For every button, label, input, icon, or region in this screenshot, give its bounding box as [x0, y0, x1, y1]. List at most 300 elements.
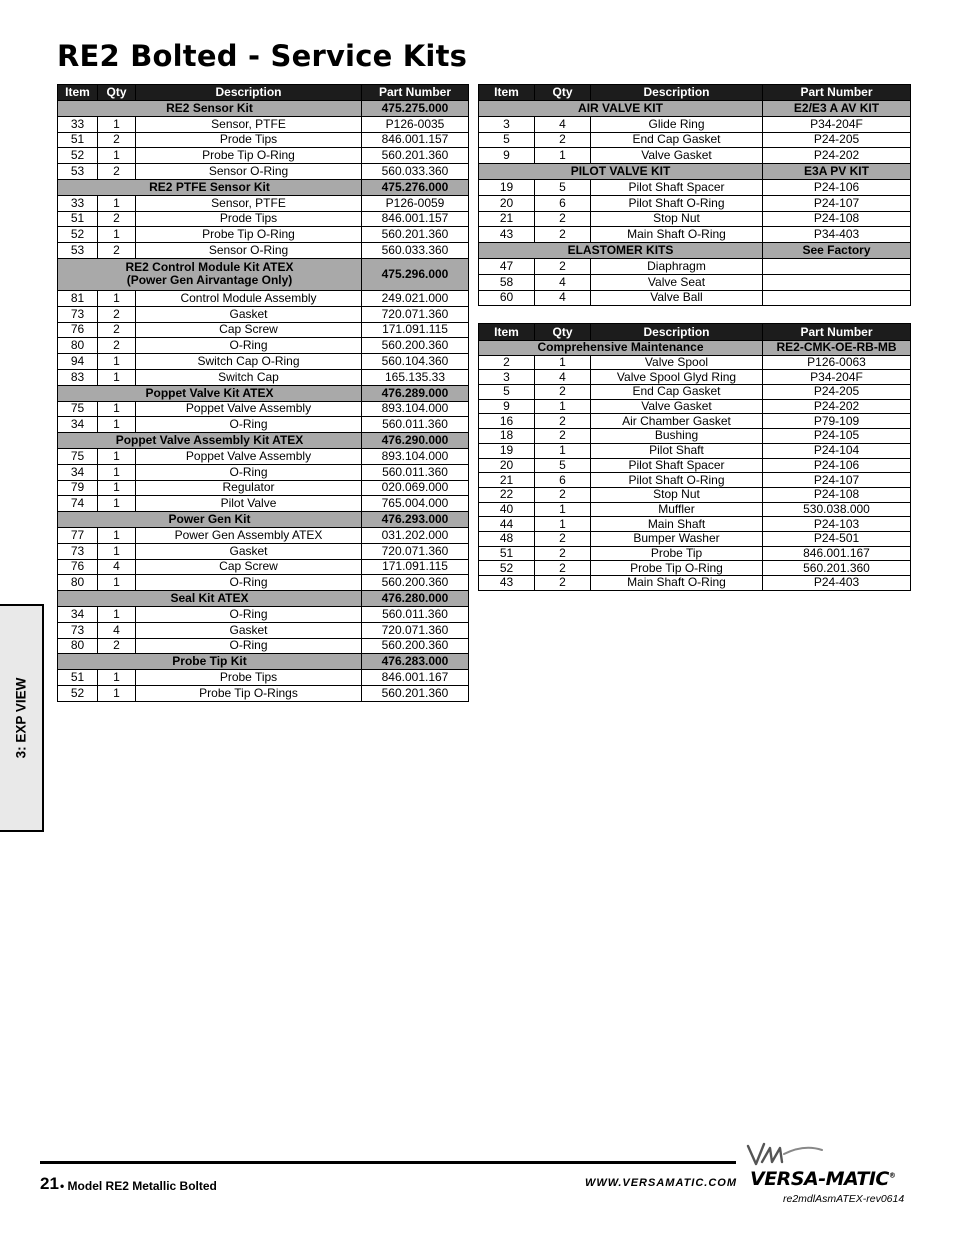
item-cell: 52 — [58, 227, 98, 243]
part-number-cell: 560.011.360 — [362, 464, 469, 480]
description-cell: Probe Tip O-Ring — [591, 561, 763, 576]
qty-cell: 1 — [98, 148, 136, 164]
description-cell: Valve Spool — [591, 355, 763, 370]
part-number-cell: 846.001.157 — [362, 211, 469, 227]
table-row — [58, 306, 469, 322]
part-number-cell: P126-0035 — [362, 116, 469, 132]
column-header: Description — [591, 85, 763, 101]
table-row — [479, 116, 911, 132]
service-kits-table-right-bottom — [478, 323, 911, 591]
table-row — [58, 369, 469, 385]
column-header: Part Number — [763, 324, 911, 341]
description-cell: Air Chamber Gasket — [591, 414, 763, 429]
table-row — [479, 443, 911, 458]
item-cell: 34 — [58, 417, 98, 433]
qty-cell: 6 — [535, 473, 591, 488]
part-number-cell: 560.201.360 — [362, 148, 469, 164]
kit-name-line: (Power Gen Airvantage Only) — [126, 273, 293, 288]
description-cell: O-Ring — [136, 606, 362, 622]
part-number-cell: P24-403 — [763, 576, 911, 591]
item-cell: 94 — [58, 354, 98, 370]
description-cell: Control Module Assembly — [136, 290, 362, 306]
description-cell: Power Gen Assembly ATEX — [136, 527, 362, 543]
description-cell: Bumper Washer — [591, 531, 763, 546]
qty-cell: 1 — [535, 399, 591, 414]
part-number-cell: 846.001.167 — [362, 670, 469, 686]
qty-cell: 2 — [535, 546, 591, 561]
table-row — [479, 531, 911, 546]
kit-part-number: 476.289.000 — [362, 385, 469, 401]
description-cell: O-Ring — [136, 464, 362, 480]
kit-name-line: AIR VALVE KIT — [578, 100, 663, 115]
description-cell: End Cap Gasket — [591, 132, 763, 148]
description-cell: Glide Ring — [591, 116, 763, 132]
item-cell: 43 — [479, 227, 535, 243]
table-row — [479, 458, 911, 473]
item-cell: 47 — [479, 258, 535, 274]
part-number-cell: 560.104.360 — [362, 354, 469, 370]
part-number-cell: P24-104 — [763, 443, 911, 458]
table-row — [58, 243, 469, 259]
part-number-cell: 893.104.000 — [362, 448, 469, 464]
table-row — [479, 258, 911, 274]
qty-cell: 2 — [535, 429, 591, 444]
item-cell: 80 — [58, 338, 98, 354]
table-row — [479, 370, 911, 385]
qty-cell: 1 — [98, 116, 136, 132]
kit-part-number: E3A PV KIT — [763, 164, 911, 180]
qty-cell: 6 — [535, 195, 591, 211]
logo-wordmark: VERSA-MATIC® — [750, 1168, 896, 1190]
kit-name — [58, 101, 362, 117]
qty-cell: 1 — [98, 543, 136, 559]
table-row — [58, 417, 469, 433]
model-label: • Model RE2 Metallic Bolted — [60, 1179, 217, 1193]
description-cell: Probe Tip — [591, 546, 763, 561]
qty-cell: 2 — [535, 576, 591, 591]
kit-header-row — [58, 258, 469, 290]
item-cell: 20 — [479, 195, 535, 211]
qty-cell: 2 — [98, 211, 136, 227]
table-row — [58, 338, 469, 354]
description-cell: Stop Nut — [591, 487, 763, 502]
qty-cell: 1 — [98, 496, 136, 512]
kit-part-number: 475.276.000 — [362, 179, 469, 195]
kit-name-line: Poppet Valve Kit ATEX — [145, 385, 274, 400]
item-cell: 33 — [58, 116, 98, 132]
side-tab-label: 3: EXP VIEW — [13, 677, 29, 759]
qty-cell: 1 — [98, 480, 136, 496]
table-row — [58, 148, 469, 164]
description-cell: Valve Gasket — [591, 399, 763, 414]
qty-cell: 1 — [98, 527, 136, 543]
item-cell: 53 — [58, 243, 98, 259]
description-cell: Regulator — [136, 480, 362, 496]
qty-cell: 2 — [98, 638, 136, 654]
qty-cell: 2 — [98, 132, 136, 148]
qty-cell: 1 — [98, 195, 136, 211]
qty-cell: 2 — [535, 487, 591, 502]
kit-name — [479, 243, 763, 259]
part-number-cell: 560.200.360 — [362, 575, 469, 591]
kit-name-line: Comprehensive Maintenance — [537, 340, 704, 355]
description-cell: Probe Tip O-Ring — [136, 148, 362, 164]
item-cell: 52 — [479, 561, 535, 576]
qty-cell: 2 — [535, 211, 591, 227]
qty-cell: 1 — [98, 227, 136, 243]
description-cell: Valve Ball — [591, 290, 763, 306]
item-cell: 81 — [58, 290, 98, 306]
part-number-cell: 720.071.360 — [362, 543, 469, 559]
item-cell: 75 — [58, 448, 98, 464]
part-number-cell: 560.200.360 — [362, 338, 469, 354]
item-cell: 51 — [479, 546, 535, 561]
column-header: Description — [136, 85, 362, 101]
kit-header-row — [479, 341, 911, 356]
part-number-cell: 020.069.000 — [362, 480, 469, 496]
description-cell: Gasket — [136, 306, 362, 322]
item-cell: 40 — [479, 502, 535, 517]
kit-header-row — [58, 591, 469, 607]
kit-name-line: RE2 PTFE Sensor Kit — [149, 179, 270, 194]
part-number-cell: P34-204F — [763, 116, 911, 132]
item-cell: 73 — [58, 543, 98, 559]
part-number-cell: P24-107 — [763, 195, 911, 211]
description-cell: O-Ring — [136, 575, 362, 591]
qty-cell: 2 — [535, 385, 591, 400]
item-cell: 16 — [479, 414, 535, 429]
kit-name-line: Poppet Valve Assembly Kit ATEX — [115, 433, 304, 448]
part-number-cell — [763, 258, 911, 274]
table-row — [479, 148, 911, 164]
item-cell: 3 — [479, 116, 535, 132]
column-header: Description — [591, 324, 763, 341]
table-row — [58, 606, 469, 622]
table-row — [58, 448, 469, 464]
service-kits-table-left — [57, 84, 469, 702]
description-cell: Cap Screw — [136, 559, 362, 575]
description-cell: Pilot Shaft Spacer — [591, 458, 763, 473]
kit-header-row — [479, 164, 911, 180]
kit-part-number: 475.275.000 — [362, 101, 469, 117]
part-number-cell: 560.011.360 — [362, 606, 469, 622]
part-number-cell: P24-106 — [763, 179, 911, 195]
table-header — [58, 85, 469, 101]
section-side-tab — [0, 604, 44, 832]
description-cell: End Cap Gasket — [591, 385, 763, 400]
kit-part-number: See Factory — [763, 243, 911, 259]
item-cell: 76 — [58, 322, 98, 338]
document-code: re2mdlAsmATEX-rev0614 — [783, 1193, 905, 1205]
part-number-cell: 165.135.33 — [362, 369, 469, 385]
qty-cell: 4 — [535, 116, 591, 132]
qty-cell: 2 — [98, 164, 136, 180]
part-number-cell: 171.091.115 — [362, 559, 469, 575]
table-row — [479, 473, 911, 488]
kit-part-number: 475.296.000 — [362, 258, 469, 290]
description-cell: Probe Tips — [136, 670, 362, 686]
table-row — [479, 546, 911, 561]
kit-name-line: PILOT VALVE KIT — [570, 164, 671, 179]
description-cell: Poppet Valve Assembly — [136, 448, 362, 464]
description-cell: Probe Tip O-Rings — [136, 685, 362, 701]
table-row — [58, 480, 469, 496]
kit-header-row — [58, 179, 469, 195]
description-cell: Sensor O-Ring — [136, 164, 362, 180]
description-cell: Sensor O-Ring — [136, 243, 362, 259]
kit-part-number: 476.280.000 — [362, 591, 469, 607]
qty-cell: 5 — [535, 458, 591, 473]
description-cell: Pilot Shaft — [591, 443, 763, 458]
item-cell: 53 — [58, 164, 98, 180]
item-cell: 5 — [479, 385, 535, 400]
table-row — [58, 354, 469, 370]
table-row — [58, 132, 469, 148]
part-number-cell: P34-204F — [763, 370, 911, 385]
column-header: Qty — [535, 324, 591, 341]
table-row — [479, 211, 911, 227]
qty-cell: 1 — [98, 290, 136, 306]
qty-cell: 2 — [98, 338, 136, 354]
item-cell: 51 — [58, 211, 98, 227]
item-cell: 76 — [58, 559, 98, 575]
table-row — [58, 211, 469, 227]
part-number-cell: P24-205 — [763, 385, 911, 400]
kit-part-number: E2/E3 A AV KIT — [763, 101, 911, 117]
kit-name — [58, 385, 362, 401]
table-row — [58, 195, 469, 211]
vm-script-logo-icon — [744, 1140, 824, 1170]
table-header — [479, 324, 911, 341]
item-cell: 5 — [479, 132, 535, 148]
table-row — [58, 116, 469, 132]
qty-cell: 1 — [98, 417, 136, 433]
column-header: Qty — [98, 85, 136, 101]
item-cell: 9 — [479, 399, 535, 414]
part-number-cell: P24-205 — [763, 132, 911, 148]
qty-cell: 2 — [98, 306, 136, 322]
item-cell: 52 — [58, 685, 98, 701]
part-number-cell: 765.004.000 — [362, 496, 469, 512]
qty-cell: 4 — [535, 274, 591, 290]
qty-cell: 1 — [535, 517, 591, 532]
page-title: RE2 Bolted - Service Kits — [57, 39, 468, 73]
part-number-cell: P24-202 — [763, 399, 911, 414]
column-header: Part Number — [763, 85, 911, 101]
website-link[interactable]: WWW.VERSAMATIC.COM — [585, 1177, 738, 1189]
table-row — [479, 355, 911, 370]
description-cell: Cap Screw — [136, 322, 362, 338]
kit-name — [479, 101, 763, 117]
item-cell: 34 — [58, 464, 98, 480]
kit-name — [58, 591, 362, 607]
description-cell: Pilot Shaft O-Ring — [591, 473, 763, 488]
part-number-cell: 720.071.360 — [362, 306, 469, 322]
description-cell: Pilot Shaft O-Ring — [591, 195, 763, 211]
table-row — [58, 670, 469, 686]
column-header: Qty — [535, 85, 591, 101]
qty-cell: 5 — [535, 179, 591, 195]
part-number-cell: 560.033.360 — [362, 164, 469, 180]
item-cell: 48 — [479, 531, 535, 546]
qty-cell: 1 — [98, 464, 136, 480]
item-cell: 33 — [58, 195, 98, 211]
table-row — [479, 274, 911, 290]
table-row — [58, 290, 469, 306]
kit-part-number: 476.293.000 — [362, 512, 469, 528]
part-number-cell: 560.011.360 — [362, 417, 469, 433]
item-cell: 51 — [58, 670, 98, 686]
table-row — [479, 179, 911, 195]
qty-cell: 4 — [98, 622, 136, 638]
part-number-cell: 031.202.000 — [362, 527, 469, 543]
qty-cell: 2 — [535, 132, 591, 148]
description-cell: Pilot Shaft Spacer — [591, 179, 763, 195]
kit-name — [58, 433, 362, 449]
description-cell: Main Shaft — [591, 517, 763, 532]
kit-header-row — [58, 385, 469, 401]
table-row — [479, 502, 911, 517]
item-cell: 73 — [58, 622, 98, 638]
part-number-cell — [763, 290, 911, 306]
qty-cell: 1 — [98, 606, 136, 622]
item-cell: 80 — [58, 638, 98, 654]
item-cell: 3 — [479, 370, 535, 385]
table-row — [479, 517, 911, 532]
versamatic-logo — [742, 1140, 907, 1190]
kit-part-number: 476.283.000 — [362, 654, 469, 670]
kit-name — [58, 179, 362, 195]
column-header: Item — [479, 324, 535, 341]
table-row — [58, 164, 469, 180]
kit-name-line: RE2 Sensor Kit — [166, 100, 253, 115]
kit-header-row — [479, 243, 911, 259]
qty-cell: 2 — [535, 414, 591, 429]
item-cell: 20 — [479, 458, 535, 473]
qty-cell: 1 — [98, 575, 136, 591]
description-cell: Diaphragm — [591, 258, 763, 274]
qty-cell: 1 — [535, 148, 591, 164]
table-row — [58, 496, 469, 512]
item-cell: 51 — [58, 132, 98, 148]
item-cell: 18 — [479, 429, 535, 444]
part-number-cell: P24-103 — [763, 517, 911, 532]
item-cell: 44 — [479, 517, 535, 532]
description-cell: Probe Tip O-Ring — [136, 227, 362, 243]
kit-header-row — [58, 101, 469, 117]
table-row — [479, 132, 911, 148]
qty-cell: 1 — [98, 685, 136, 701]
column-header: Item — [479, 85, 535, 101]
table-row — [479, 290, 911, 306]
qty-cell: 1 — [98, 448, 136, 464]
qty-cell: 1 — [98, 401, 136, 417]
qty-cell: 2 — [535, 227, 591, 243]
item-cell: 34 — [58, 606, 98, 622]
page-number: 21 — [40, 1174, 59, 1193]
table-row — [58, 464, 469, 480]
part-number-cell: P24-202 — [763, 148, 911, 164]
item-cell: 21 — [479, 473, 535, 488]
description-cell: Valve Spool Glyd Ring — [591, 370, 763, 385]
column-header: Item — [58, 85, 98, 101]
item-cell: 43 — [479, 576, 535, 591]
part-number-cell: 249.021.000 — [362, 290, 469, 306]
table-row — [58, 227, 469, 243]
item-cell: 58 — [479, 274, 535, 290]
qty-cell: 4 — [535, 370, 591, 385]
item-cell: 77 — [58, 527, 98, 543]
kit-header-row — [58, 512, 469, 528]
kit-header-row — [58, 433, 469, 449]
part-number-cell: 846.001.157 — [362, 132, 469, 148]
table-row — [479, 399, 911, 414]
description-cell: Valve Gasket — [591, 148, 763, 164]
qty-cell: 1 — [535, 502, 591, 517]
item-cell: 19 — [479, 179, 535, 195]
table-row — [58, 401, 469, 417]
item-cell: 19 — [479, 443, 535, 458]
description-cell: Switch Cap — [136, 369, 362, 385]
description-cell: Pilot Valve — [136, 496, 362, 512]
description-cell: Switch Cap O-Ring — [136, 354, 362, 370]
description-cell: O-Ring — [136, 417, 362, 433]
description-cell: O-Ring — [136, 338, 362, 354]
item-cell: 21 — [479, 211, 535, 227]
item-cell: 74 — [58, 496, 98, 512]
qty-cell: 1 — [535, 443, 591, 458]
qty-cell: 1 — [98, 354, 136, 370]
qty-cell: 4 — [535, 290, 591, 306]
description-cell: Muffler — [591, 502, 763, 517]
qty-cell: 1 — [98, 369, 136, 385]
item-cell: 83 — [58, 369, 98, 385]
part-number-cell: P24-106 — [763, 458, 911, 473]
description-cell: O-Ring — [136, 638, 362, 654]
kit-header-row — [479, 101, 911, 117]
part-number-cell: P34-403 — [763, 227, 911, 243]
description-cell: Poppet Valve Assembly — [136, 401, 362, 417]
service-kits-table-right-top — [478, 84, 911, 306]
part-number-cell: 560.033.360 — [362, 243, 469, 259]
part-number-cell: 893.104.000 — [362, 401, 469, 417]
part-number-cell: 846.001.167 — [763, 546, 911, 561]
kit-part-number: RE2-CMK-OE-RB-MB — [763, 341, 911, 356]
column-header: Part Number — [362, 85, 469, 101]
kit-header-row — [58, 654, 469, 670]
item-cell: 60 — [479, 290, 535, 306]
description-cell: Bushing — [591, 429, 763, 444]
part-number-cell: P24-108 — [763, 211, 911, 227]
item-cell: 52 — [58, 148, 98, 164]
part-number-cell: 560.201.360 — [763, 561, 911, 576]
table-row — [479, 561, 911, 576]
part-number-cell: P24-105 — [763, 429, 911, 444]
qty-cell: 2 — [535, 258, 591, 274]
qty-cell: 2 — [535, 531, 591, 546]
table-row — [479, 195, 911, 211]
table-row — [58, 685, 469, 701]
table-row — [58, 638, 469, 654]
part-number-cell: 720.071.360 — [362, 622, 469, 638]
description-cell: Main Shaft O-Ring — [591, 227, 763, 243]
description-cell: Main Shaft O-Ring — [591, 576, 763, 591]
qty-cell: 2 — [98, 322, 136, 338]
description-cell: Gasket — [136, 622, 362, 638]
kit-name-line: ELASTOMER KITS — [567, 243, 674, 258]
table-row — [479, 429, 911, 444]
kit-name — [479, 341, 763, 356]
